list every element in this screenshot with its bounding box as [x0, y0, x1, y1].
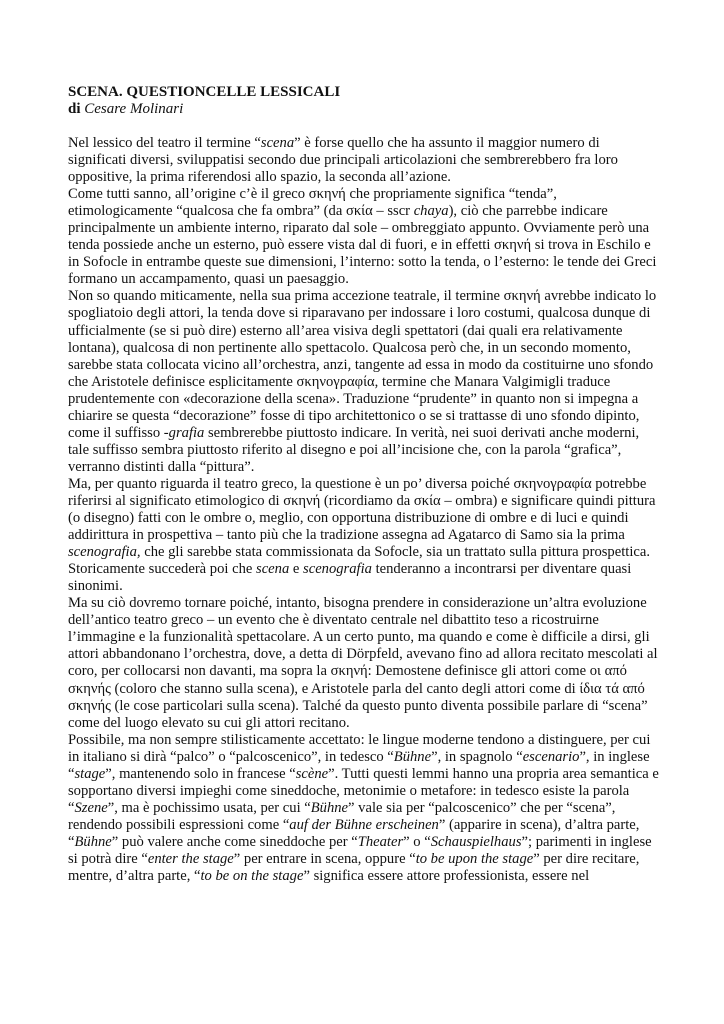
text-run: ” significa essere attore professionista, essere nel — [303, 868, 590, 885]
paragraph — [68, 732, 660, 885]
text-run: Come tutti sanno, all’origine c’è il greco σκηνή che propriamente significa “tenda”, etimologicamente “qualcosa che fa ombra” (da σκία – sscr — [68, 186, 557, 220]
italic-run: Szene — [74, 799, 108, 816]
italic-run: auf der Bühne erscheinen — [289, 816, 439, 833]
text-run: Non so quando miticamente, nella sua prima accezione teatrale, il termine σκηνή avrebbe indicato lo spogliatoio degli attori, la tenda dove si riparavano per indossare i loro costumi, qualcosa dunque di ufficialmente (se si può dire) esterno all’area visiva degli spettatori (dai quali era relativamente lontana), qualcosa di non pertinente allo spettacolo. Qualcosa però che, in un secondo momento, sarebbe stata collocata vicino all’orchestra, anzi, tangente ad essa in modo da costituirne uno sfondo che Aristotele definisce esplicitamente σκηνογραφία, termine che Manara Valgimigli traduce prudentemente con «decorazione della scena». Traduzione “prudente” in quanto non si impegna a chiarire se questa “decorazione” fosse di tipo architettonico o se si trattasse di uno sfondo dipinto, come il suffisso - — [68, 288, 657, 441]
italic-run: Schauspielhaus — [430, 833, 522, 850]
italic-run: to be on the stage — [200, 868, 304, 885]
italic-run: Bühne — [393, 748, 432, 765]
byline — [68, 101, 660, 118]
italic-run: scena — [260, 135, 295, 151]
italic-run: Bühne — [74, 833, 112, 850]
text-run: ” o “ — [403, 833, 431, 850]
text-run: ” per entrare in scena, oppure “ — [233, 850, 416, 867]
italic-run: Theater — [357, 833, 404, 850]
italic-run: scenografia — [303, 561, 372, 578]
text-run: ” vale sia per “palcoscenico” che per “scena”, rendendo possibili espressioni come “ — [68, 799, 616, 833]
text-run: sembrerebbe piuttosto indicare. In verità, nei suoi derivati anche moderni, tale suffisso sembra piuttosto riferito al disegno e poi all’incisione che, con la parola “grafica”, verranno distinti dalla “pittura”. — [68, 424, 640, 475]
text-run: ”, ma è pochissimo usata, per cui “ — [107, 799, 311, 816]
text-run: ), ciò che parrebbe indicare principalmente un ambiente interno, riparato dal sole – ombreggiato appunto. Ovviamente però una tenda possiede anche un esterno, può essere vista dal di fuori, e in effetti σκηνή si trova in Eschilo e in Sofocle in entrambe queste sue dimensioni, l’interno: sotto la tenda, o l’esterno: le tende dei Greci formano un accampamento, quasi un paesaggio. — [68, 203, 657, 288]
text-run: ” è forse quello che ha assunto il maggior numero di significati diversi, sviluppatisi secondo due principali articolazioni che sembrerebbero fra loro oppositive, la prima riferendosi allo spazio, la seconda all’azione. — [68, 135, 618, 186]
text-run: ”, mantenendo solo in francese “ — [105, 765, 296, 782]
text-run: ” (apparire in scena), d’altra parte, “ — [68, 816, 640, 850]
article-title: SCENA. QUESTIONCELLE LESSICALI — [68, 84, 341, 100]
italic-run: chaya — [413, 203, 449, 220]
paragraph — [68, 288, 660, 476]
paragraph — [68, 595, 660, 731]
text-run: e — [289, 561, 304, 578]
italic-run: to be upon the stage — [415, 850, 534, 867]
text-run: ”; parimenti in inglese si potrà dire “ — [68, 833, 652, 867]
italic-run: stage — [74, 765, 106, 782]
paragraph — [68, 135, 660, 186]
text-run: ”, in inglese “ — [68, 748, 650, 782]
article-body — [68, 135, 660, 885]
italic-run: grafia — [168, 424, 205, 441]
text-run: Possibile, ma non sempre stilisticamente accettato: le lingue moderne tendono a distinguere, per cui in italiano si dirà “palco” o “palcoscenico”, in tedesco “ — [68, 731, 651, 765]
text-run: tenderanno a incontrarsi per diventare quasi sinonimi. — [68, 561, 632, 595]
document-page — [68, 84, 660, 885]
text-run: Ma, per quanto riguarda il teatro greco, la questione è un po’ diversa poiché σκηνογραφία potrebbe riferirsi al significato etimologico di σκηνή (ricordiamo da σκία – ombra) e significare quindi pittura (o disegno) fatti con le ombre o, meglio, con opportuna distribuzione di ombre e di luci e quindi addirittura in prospettiva – tanto più che la tradizione assegna ad Agatarco di Samo sia la prima — [68, 475, 656, 544]
text-run: ” può valere anche come sineddoche per “ — [111, 833, 358, 850]
paragraph — [68, 476, 660, 595]
italic-run: scenografia, — [68, 544, 141, 561]
text-run: che gli sarebbe stata commissionata da Sofocle, sia un trattato sulla pittura prospettica. Storicamente succederà poi che — [68, 544, 650, 578]
paragraph — [68, 186, 660, 288]
italic-run: enter the stage — [147, 850, 234, 867]
text-run: Nel lessico del teatro il termine “ — [68, 135, 261, 151]
italic-run: scène — [295, 765, 329, 782]
text-run: Ma su ciò dovremo tornare poiché, intanto, bisogna prendere in considerazione un’altra evoluzione dell’antico teatro greco – un evento che è diventato centrale nel dibattito teso a ricostruirne l’immagine e la funzionalità spettacolare. A un certo punto, ma quando e come è difficile a dirsi, gli attori abbandonano l’orchestra, dove, a detta di Dörpfeld, avevano fino ad allora recitato mescolati al coro, per collocarsi non davanti, ma sopra la σκηνή: Demostene definisce gli attori come οι από σκηνής (coloro che stanno sulla scena), e Aristotele parla del canto degli attori come di ίδια τά από σκηνής (le cose particolari sulla scena). Talché da questo punto diventa possibile parlare di “scena” come del luogo elevato su cui gli attori recitano. — [68, 595, 658, 731]
text-run: ” per dire recitare, mentre, d’altra parte, “ — [68, 850, 640, 885]
text-run: ”, in spagnolo “ — [431, 748, 523, 765]
italic-run: escenario — [522, 748, 580, 765]
italic-run: scena — [256, 561, 290, 578]
author-name: Cesare Molinari — [84, 101, 184, 117]
italic-run: Bühne — [310, 799, 349, 816]
byline-prefix: di — [68, 101, 81, 117]
text-run: ”. Tutti questi lemmi hanno una propria area semantica e sopportano diversi impieghi come sineddoche, metonimie o metafore: in tedesco esiste la parola “ — [68, 765, 659, 816]
